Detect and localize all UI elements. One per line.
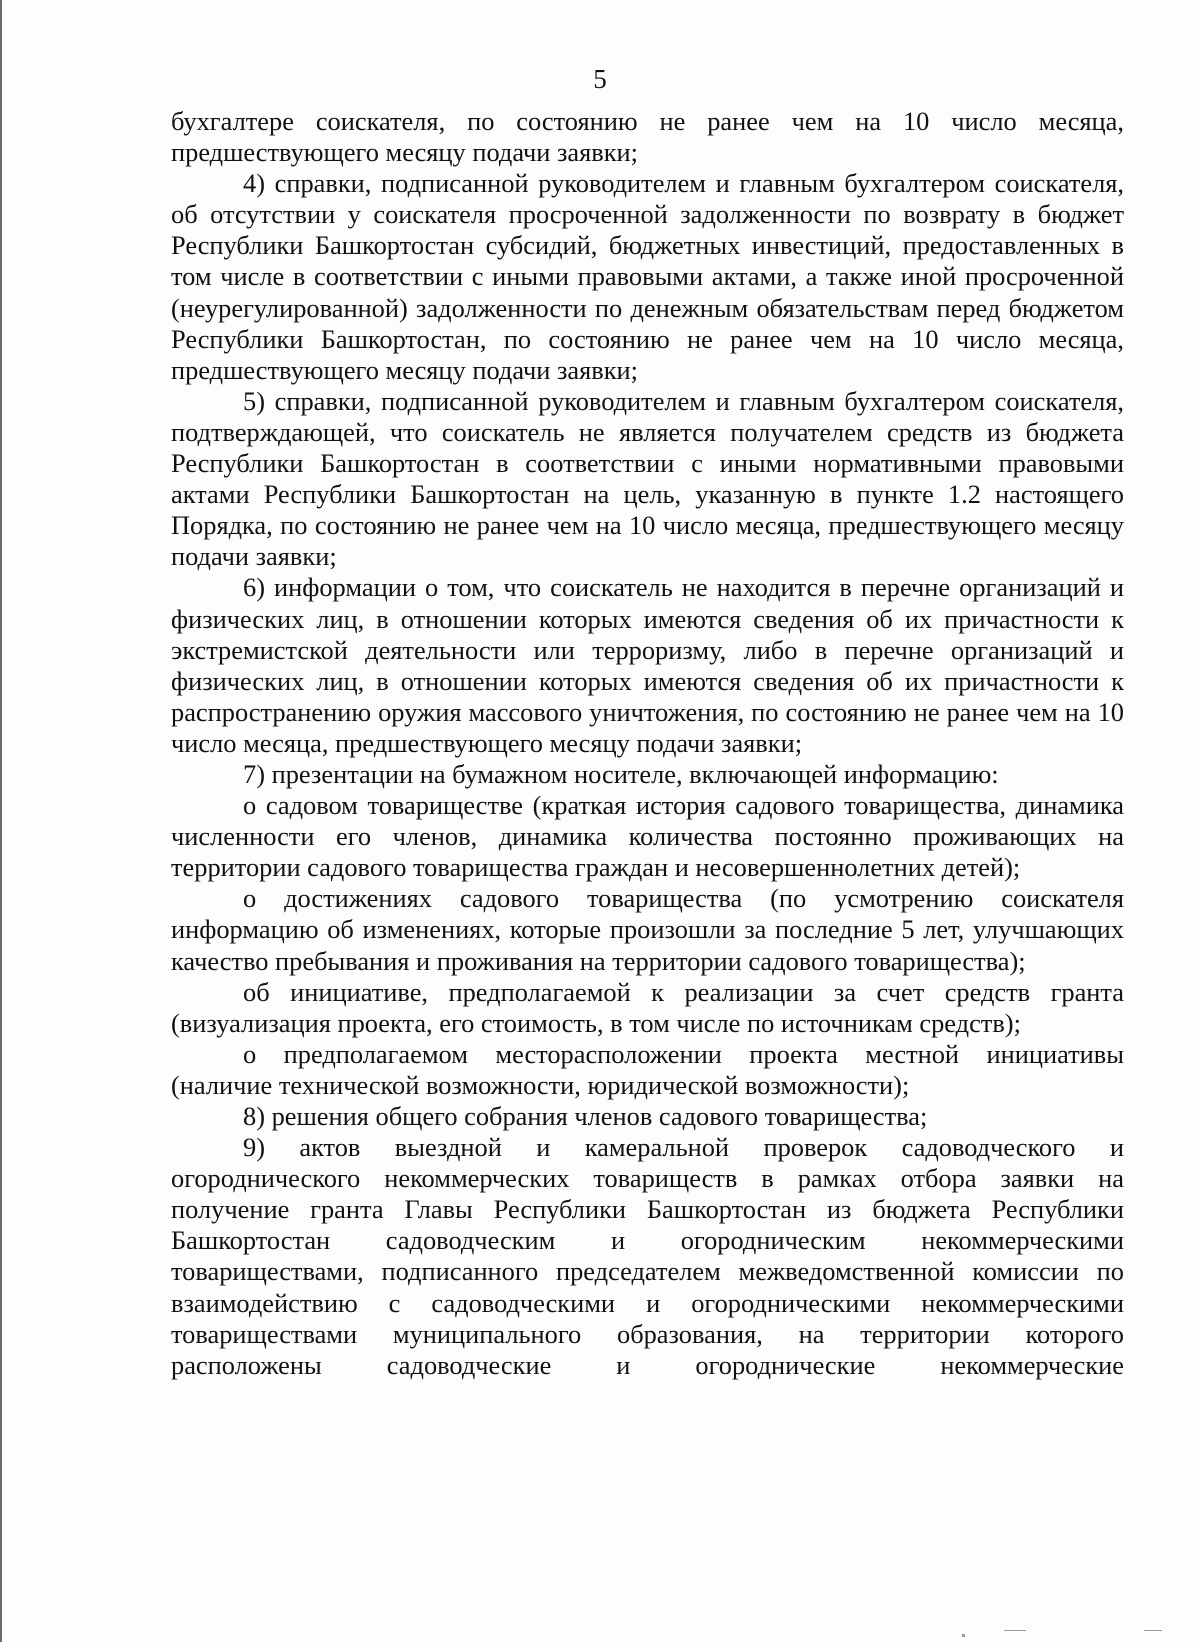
scan-edge-line: [0, 0, 2, 1642]
paragraph-item-8: 8) решения общего собрания членов садового товарищества;: [243, 1101, 928, 1131]
scan-speck: [1004, 1630, 1026, 1631]
paragraph-presentation-location: о предполагаемом месторасположении проекта местной инициативы (наличие технической возможности, юридической возможности);: [171, 1038, 1124, 1100]
page-number: 5: [593, 64, 607, 94]
paragraph-presentation-achievements: о достижениях садового товарищества (по усмотрению соискателя информацию об изменениях, которые произошли за последние 5 лет, улучшающих качество пребывания и проживания на территории садового товарищества);: [171, 883, 1124, 976]
paragraph-continuation: бухгалтере соискателя, по состоянию не ранее чем на 10 число месяца, предшествующего месяцу подачи заявки;: [171, 106, 1124, 168]
paragraph-presentation-initiative: об инициативе, предполагаемой к реализации за счет средств гранта (визуализация проекта, его стоимость, в том числе по источникам средств);: [171, 976, 1124, 1038]
paragraph-item-7: 7) презентации на бумажном носителе, включающей информацию:: [243, 758, 999, 789]
document-body: [171, 106, 1124, 1381]
paragraph-presentation-garden-society: о садовом товариществе (краткая история садового товарищества, динамика численности его членов, динамика количества постоянно проживающих на территории садового товарищества граждан и несовершеннолетних детей);: [171, 790, 1124, 883]
paragraph-item-4: 4) справки, подписанной руководителем и главным бухгалтером соискателя, об отсутствии у соискателя просроченной задолженности по возврату в бюджет Республики Башкортостан субсидий, бюджетных инвестиций, предоставленных в том числе в соответствии с иными правовыми актами, а также иной просроченной (неурегулированной) задолженности по денежным обязательствам перед бюджетом Республики Башкортостан, по состоянию не ранее чем на 10 число месяца, предшествующего месяцу подачи заявки;: [171, 168, 1124, 385]
paragraph-item-9: 9) актов выездной и камеральной проверок садоводческого и огороднического некоммерческих товариществ в рамках отбора заявки на получение гранта Главы Республики Башкортостан из бюджета Республики Башкортостан садоводческим и огородническим некоммерческими товариществами, подписанного председателем межведомственной комиссии по взаимодействию с садоводческими и огородническими некоммерческими товариществами муниципального образования, на территории которого расположены садоводческие и огороднические некоммерческие: [171, 1132, 1124, 1380]
paragraph-item-5: 5) справки, подписанной руководителем и главным бухгалтером соискателя, подтверждающей, что соискатель не является получателем средств из бюджета Республики Башкортостан в соответствии с иными нормативными правовыми актами Республики Башкортостан на цель, указанную в пункте 1.2 настоящего Порядка, по состоянию не ранее чем на 10 число месяца, предшествующего месяцу подачи заявки;: [171, 385, 1124, 572]
scan-speck: [1144, 1630, 1162, 1631]
scan-speck: [962, 1634, 965, 1637]
paragraph-item-6: 6) информации о том, что соискатель не находится в перечне организаций и физических лиц, в отношении которых имеются сведения об их причастности к экстремистской деятельности или терроризму, либо в перечне организаций и физических лиц, в отношении которых имеются сведения об их причастности к распространению оружия массового уничтожения, по состоянию не ранее чем на 10 число месяца, предшествующего месяцу подачи заявки;: [171, 572, 1124, 758]
